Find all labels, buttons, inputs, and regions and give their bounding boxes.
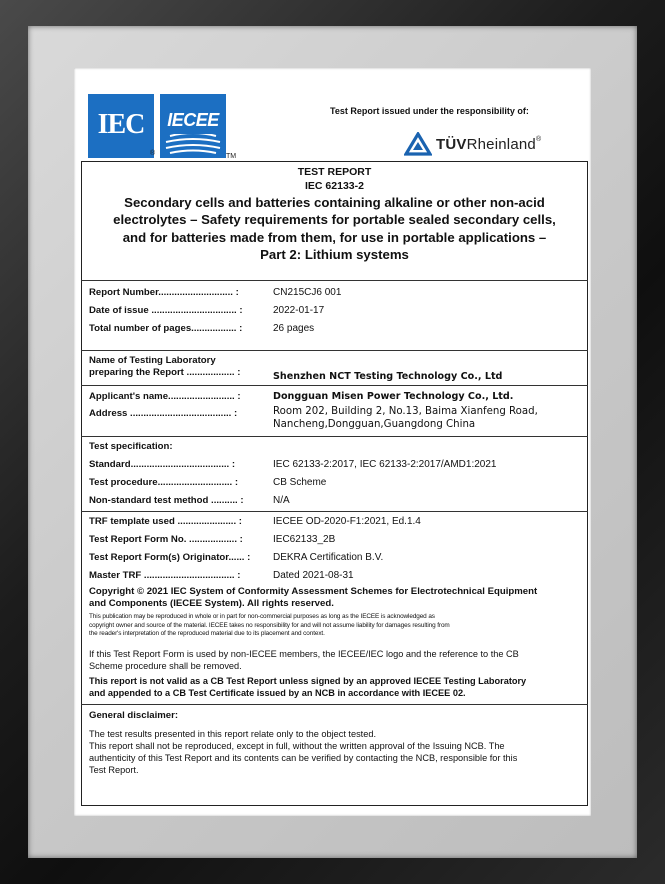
- report-number-label: Report Number............................ :: [89, 287, 239, 298]
- disclaimer-line: authenticity of this Test Report and its contents can be verified by contacting the NCB, responsible for this: [89, 753, 518, 763]
- master-trf-value: Dated 2021-08-31: [273, 570, 354, 581]
- reproduction-line: the reader's interpretation of the reproduced material due to its placement and context.: [89, 630, 325, 638]
- divider: [81, 385, 588, 386]
- tuv-wordmark: [436, 136, 541, 153]
- non-member-notice: [89, 648, 584, 672]
- trf-number-value: IEC62133_2B: [273, 534, 336, 545]
- validity-line: and appended to a CB Test Certificate issued by an NCB in accordance with IECEE 02.: [89, 688, 466, 698]
- copyright-line: Copyright © 2021 IEC System of Conformity Assessment Schemes for Electrotechnical Equipment: [89, 586, 538, 597]
- divider: [81, 436, 588, 437]
- report-heading: TEST REPORT: [297, 166, 372, 178]
- tuv-rheinland-logo: [404, 130, 541, 158]
- address-label: Address ...................................... :: [89, 408, 238, 419]
- trf-template-value: IECEE OD-2020-F1:2021, Ed.1.4: [273, 516, 421, 527]
- iecee-trademark: TM: [226, 153, 237, 160]
- trf-number-label: Test Report Form No. .................. :: [89, 534, 243, 545]
- disclaimer-body: [89, 728, 584, 776]
- iec-logo: [88, 94, 154, 158]
- date-of-issue-label: Date of issue ................................ :: [89, 305, 243, 316]
- disclaimer-heading: General disclaimer:: [89, 710, 179, 721]
- report-subtitle-line: electrolytes – Safety requirements for portable sealed secondary cells,: [113, 212, 556, 227]
- iec-registered-mark: ®: [150, 150, 156, 157]
- report-subtitle-line: Secondary cells and batteries containing alkaline or other non-acid: [124, 195, 545, 210]
- report-subtitle-line: Part 2: Lithium systems: [260, 247, 409, 262]
- copyright-notice: [89, 586, 584, 610]
- testing-lab-label-cont: preparing the Report .................. :: [89, 367, 241, 378]
- standard-value: IEC 62133-2:2017, IEC 62133-2:2017/AMD1:2021: [273, 459, 497, 470]
- non-standard-method-value: N/A: [273, 495, 290, 506]
- iecee-logo: [160, 94, 226, 158]
- report-subtitle-line: and for batteries made from them, for use in portable applications –: [122, 230, 547, 245]
- reproduction-line: This publication may be reproduced in whole or in part for non-commercial purposes as long as the IECEE is acknowledged as: [89, 613, 435, 620]
- disclaimer-line: The test results presented in this report relate only to the object tested.: [89, 729, 377, 739]
- non-member-line: If this Test Report Form is used by non-IECEE members, the IECEE/IEC logo and the reference to the CB: [89, 649, 519, 659]
- disclaimer-line: Test Report.: [89, 765, 139, 775]
- applicant-name-label: Applicant's name......................... :: [89, 391, 241, 402]
- non-standard-method-label: Non-standard test method .......... :: [89, 495, 244, 506]
- total-pages-label: Total number of pages................. :: [89, 323, 243, 334]
- standard-heading: IEC 62133-2: [305, 180, 364, 192]
- testing-lab-label: Name of Testing Laboratory: [89, 355, 216, 366]
- tuv-triangle-icon: [404, 132, 432, 156]
- trf-originator-label: Test Report Form(s) Originator...... :: [89, 552, 251, 563]
- reproduction-line: copyright owner and source of the material. IECEE takes no responsibility for and will not assume liability for damages resulting from: [89, 621, 450, 629]
- test-procedure-value: CB Scheme: [273, 477, 327, 488]
- responsibility-statement: Test Report issued under the responsibility of:: [330, 106, 529, 116]
- trf-template-label: TRF template used ...................... :: [89, 516, 242, 527]
- master-trf-label: Master TRF .................................. :: [89, 570, 241, 581]
- validity-notice: [89, 675, 584, 699]
- tuv-registered-mark: ®: [535, 135, 542, 143]
- test-procedure-label: Test procedure............................ :: [89, 477, 239, 488]
- total-pages-value: 26 pages: [273, 323, 315, 334]
- address-value-line: Room 202, Building 2, No.13, Baima Xianfeng Road,: [273, 406, 538, 417]
- trf-originator-value: DEKRA Certification B.V.: [273, 552, 384, 563]
- report-number-value: CN215CJ6 001: [273, 287, 342, 298]
- tuv-wordmark-bold: TÜV: [436, 135, 467, 153]
- divider: [81, 704, 588, 705]
- iecee-globe-icon: [164, 134, 222, 154]
- reproduction-notice: [89, 613, 584, 639]
- test-spec-heading: Test specification:: [89, 441, 173, 452]
- iec-logo-text: IEC: [97, 109, 145, 140]
- address-value-line: Nancheng,Dongguan,Guangdong China: [273, 419, 476, 430]
- standard-label: Standard..................................... :: [89, 459, 236, 470]
- date-of-issue-value: 2022-01-17: [273, 305, 325, 316]
- divider: [81, 280, 588, 281]
- tuv-wordmark-rest: Rheinland: [466, 135, 536, 153]
- validity-line: This report is not valid as a CB Test Report unless signed by an approved IECEE Testing Laboratory: [89, 676, 527, 686]
- divider: [81, 350, 588, 351]
- disclaimer-line: This report shall not be reproduced, except in full, without the written approval of the Issuing NCB. The: [89, 741, 505, 751]
- divider: [81, 511, 588, 512]
- non-member-line: Scheme procedure shall be removed.: [89, 661, 242, 671]
- applicant-name-value: Dongguan Misen Power Technology Co., Ltd.: [273, 391, 514, 402]
- copyright-line: and Components (IECEE System). All rights reserved.: [89, 598, 334, 609]
- iecee-logo-text: IECEE: [167, 110, 219, 130]
- testing-lab-value: Shenzhen NCT Testing Technology Co., Ltd: [273, 371, 503, 382]
